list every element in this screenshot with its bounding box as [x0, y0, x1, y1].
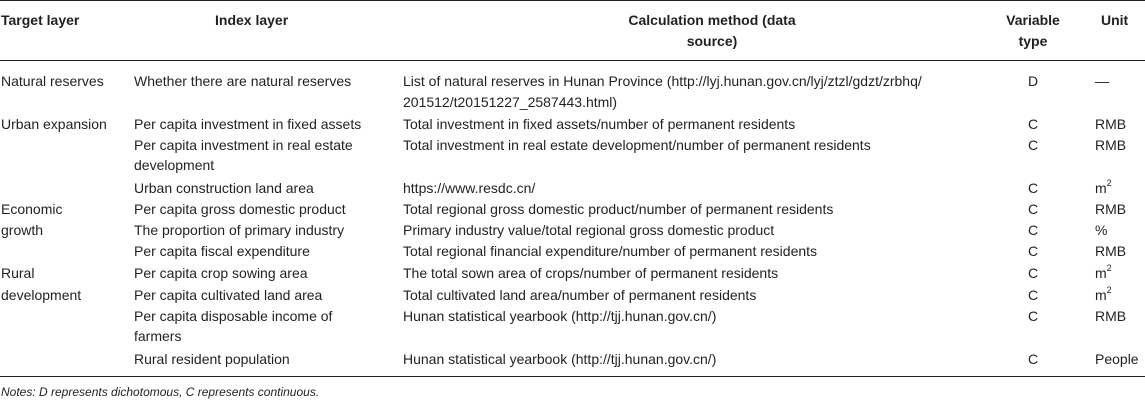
- unit-base: m: [1095, 287, 1107, 303]
- table-notes: Notes: D represents dichotomous, C represents continuous.: [1, 385, 320, 399]
- cell-target: Natural reserves: [1, 73, 104, 89]
- cell-type: C: [1027, 116, 1039, 132]
- cell-type: C: [1027, 222, 1039, 238]
- cell-type: C: [1027, 265, 1039, 281]
- cell-type: D: [1027, 73, 1039, 89]
- cell-target: Economic: [1, 201, 63, 217]
- cell-calc: Total investment in real estate development/number of permanent residents: [403, 137, 871, 153]
- cell-target: development: [1, 287, 82, 303]
- header-target-layer: Target layer: [1, 12, 80, 28]
- header-variable-type-line2: type: [1018, 33, 1048, 49]
- cell-target: Urban expansion: [1, 116, 107, 132]
- cell-type: C: [1027, 287, 1039, 303]
- cell-unit: RMB: [1095, 201, 1127, 217]
- cell-unit: RMB: [1095, 243, 1127, 259]
- unit-base: m: [1095, 265, 1107, 281]
- header-rule: [0, 60, 1145, 61]
- cell-index: Per capita fiscal expenditure: [134, 243, 310, 259]
- unit-exponent: 2: [1106, 285, 1112, 296]
- cell-index: Rural resident population: [134, 351, 290, 367]
- cell-target: Rural: [1, 265, 35, 281]
- cell-index-line2: development: [134, 157, 215, 173]
- cell-unit: People: [1095, 351, 1139, 367]
- cell-type: C: [1027, 243, 1039, 259]
- cell-target: growth: [1, 222, 44, 238]
- cell-index: Per capita disposable income of: [134, 308, 333, 324]
- cell-index: Per capita cultivated land area: [134, 287, 323, 303]
- header-calc-method-line2: source): [686, 33, 738, 49]
- cell-unit: [1095, 263, 1112, 283]
- header-index-layer: Index layer: [215, 12, 289, 28]
- header-unit: Unit: [1101, 12, 1129, 28]
- cell-index-line2: farmers: [134, 328, 182, 344]
- cell-index: Per capita crop sowing area: [134, 265, 308, 281]
- top-rule: [0, 0, 1145, 1]
- cell-calc: The total sown area of crops/number of permanent residents: [403, 265, 779, 281]
- cell-calc-line2: 201512/t20151227_2587443.html): [403, 94, 618, 110]
- header-variable-type-line1: Variable: [1006, 12, 1060, 28]
- unit-exponent: 2: [1106, 263, 1112, 274]
- unit-base: m: [1095, 180, 1107, 196]
- cell-index: Per capita gross domestic product: [134, 201, 346, 217]
- cell-type: C: [1027, 308, 1039, 324]
- cell-calc: Primary industry value/total regional gross domestic product: [403, 222, 775, 238]
- cell-calc: https://www.resdc.cn/: [403, 180, 536, 196]
- cell-unit: RMB: [1095, 308, 1127, 324]
- header-calc-method-line1: Calculation method (data: [628, 12, 796, 28]
- cell-unit: RMB: [1095, 116, 1127, 132]
- cell-index: The proportion of primary industry: [134, 222, 345, 238]
- cell-calc: Hunan statistical yearbook (http://tjj.hunan.gov.cn/): [403, 308, 717, 324]
- cell-index: Whether there are natural reserves: [134, 73, 352, 89]
- cell-index: Per capita investment in real estate: [134, 137, 353, 153]
- cell-type: C: [1027, 137, 1039, 153]
- cell-index: Per capita investment in fixed assets: [134, 116, 362, 132]
- cell-index: Urban construction land area: [134, 180, 314, 196]
- cell-calc: List of natural reserves in Hunan Province (http://lyj.hunan.gov.cn/lyj/ztzl/gdzt/zrbhq/: [403, 73, 922, 89]
- cell-calc: Total regional gross domestic product/number of permanent residents: [403, 201, 834, 217]
- cell-type: C: [1027, 351, 1039, 367]
- unit-exponent: 2: [1106, 178, 1112, 189]
- cell-type: C: [1027, 201, 1039, 217]
- cell-calc: Total regional financial expenditure/number of permanent residents: [403, 243, 818, 259]
- cell-calc: Total investment in fixed assets/number of permanent residents: [403, 116, 796, 132]
- cell-unit: RMB: [1095, 137, 1127, 153]
- cell-unit: —: [1095, 73, 1109, 89]
- bottom-rule: [0, 376, 1145, 377]
- cell-type: C: [1027, 180, 1039, 196]
- cell-unit: %: [1095, 222, 1108, 238]
- cell-unit: [1095, 285, 1112, 305]
- cell-calc: Hunan statistical yearbook (http://tjj.hunan.gov.cn/): [403, 351, 717, 367]
- cell-unit: [1095, 178, 1112, 198]
- cell-calc: Total cultivated land area/number of permanent residents: [403, 287, 757, 303]
